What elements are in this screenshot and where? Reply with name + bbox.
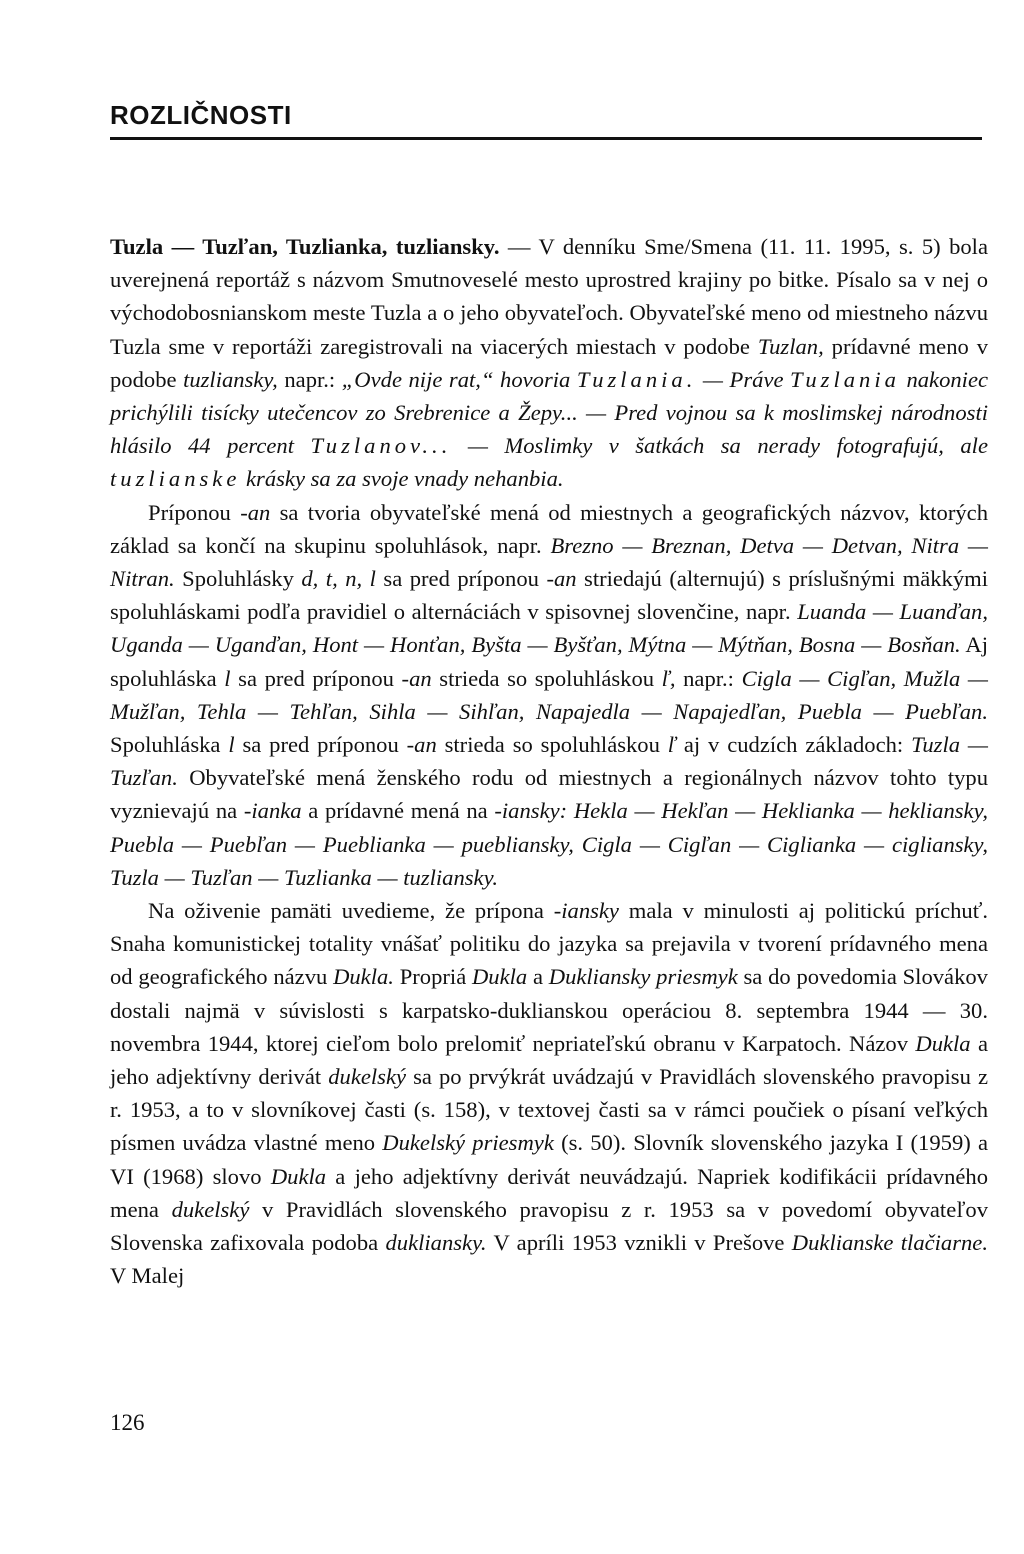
paragraph-tuzla	[110, 230, 988, 496]
text-run: (s. 50). Slovník slovenského jazyka I (1959) a VI (1968) slovo	[110, 1130, 989, 1189]
text-run: Dukla	[471, 964, 528, 990]
text-run: -iansky: Hekla — Hekľan — Heklianka — hekliansky, Puebla — Puebľan — Pueblianka — puebliansky, Cigla — Cigľan — Ciglianka — cigliansky, Tuzla — Tuzľan — Tuzlianka — tuzliansky.	[110, 798, 988, 890]
text-run: -an	[406, 732, 437, 758]
text-run: nakoniec prichýlili tisícky utečencov zo Srebrenice a Žepy... — Pred vojnou sa k moslimskej národnosti hlásilo 44 percent	[110, 366, 988, 459]
text-run: Brezno — Breznan, Detva — Detvan, Nitra — Nitran.	[110, 532, 988, 592]
text-run: -an	[546, 566, 577, 592]
text-run: Tuzlan,	[757, 333, 824, 359]
text-run: sa pred príponou	[230, 665, 402, 691]
text-run: — Práve	[696, 366, 791, 392]
text-run: d, t, n, l	[301, 566, 376, 592]
text-run: dukelský	[171, 1196, 250, 1222]
text-run: — Moslimky v šatkách sa nerady fotografujú, ale	[451, 433, 988, 459]
text-run: sa do povedomia Slovákov dostali najmä v súvislosti s karpatsko-duklianskou operáciou 8. septembra 1944 — 30. novembra 1944, ktorej cieľom bolo prelomiť nepriateľskú obranu v Karpatoch. Názov	[110, 964, 988, 1056]
text-run: prídavné meno v podobe	[110, 333, 988, 392]
text-run: V Malej	[110, 1263, 185, 1289]
text-run: sa pred príponou	[234, 732, 407, 758]
text-run: -an	[401, 665, 432, 691]
text-run: l	[224, 665, 231, 691]
text-run: ľ,	[661, 665, 676, 691]
text-run: krásky sa za svoje vnady nehanbia.	[240, 466, 564, 492]
text-run: -iansky	[553, 898, 619, 924]
text-run: tuzliansky,	[183, 366, 278, 392]
text-run: dukliansky.	[385, 1230, 487, 1256]
text-run: Cigla — Cigľan, Mužla — Mužľan, Tehla — Tehľan, Sihla — Sihľan, Napajedla — Napajedľan, Puebla — Puebľan.	[110, 665, 988, 724]
article-body	[110, 230, 988, 1293]
text-run: Propriá	[393, 964, 472, 990]
text-run: a prídavné mená na	[301, 798, 495, 824]
text-run: napr.:	[675, 665, 742, 691]
text-run: -an	[240, 499, 271, 525]
paragraph-suffix-an	[110, 496, 988, 894]
text-run: — V denníku Sme/Smena (11. 11. 1995, s. 5) bola uverejnená reportáž s názvom Smutnoveselé mesto uprostred krajiny po bitke. Písalo sa v nej o východobosnianskom meste Tuzla a o jeho obyvateľoch. Obyvateľské meno od miestneho názvu Tuzla sme v reportáži zaregistrovali na viacerých miestach v podobe	[110, 234, 988, 359]
text-run: -ianka	[243, 798, 302, 824]
text-run: Dukla.	[333, 964, 394, 990]
text-run: tuzlianske	[110, 466, 241, 492]
text-run: ľ	[667, 732, 677, 758]
text-run: napr.:	[277, 366, 342, 392]
text-run: l	[228, 732, 235, 758]
text-run: Spoluhlásky	[174, 566, 302, 592]
text-run: aj v cudzích základoch:	[676, 732, 912, 758]
text-run: strieda so spoluhláskou	[431, 665, 662, 691]
text-run: Príponou	[148, 499, 241, 525]
text-run: mala v minulosti aj politickú príchuť. Snaha komunistickej totality vnášať politiku do jazyka sa prejavila v tvorení prídavného mena od geografického názvu	[110, 898, 988, 990]
text-run: Luanda — Luanďan, Uganda — Uganďan, Hont — Honťan, Byšta — Byšťan, Mýtna — Mýtňan, Bosna — Bosňan.	[110, 599, 988, 658]
text-run: a jeho adjektívny derivát	[110, 1030, 988, 1090]
text-run: sa pred príponou	[375, 566, 547, 592]
page-number: 126	[110, 1410, 145, 1435]
text-run: v Pravidlách slovenského pravopisu z r. 1953 sa v povedomí obyvateľov Slovenska zafixovala podoba	[110, 1196, 989, 1256]
text-run: striedajú (alternujú) s príslušnými mäkkými spoluhláskami podľa pravidiel o alternáciách v spisovnej slovenčine, napr.	[110, 566, 988, 625]
text-run: Dukla	[915, 1030, 971, 1056]
text-run: a	[527, 964, 549, 990]
text-run: Dukla	[270, 1163, 327, 1189]
paragraph-dukla	[110, 894, 988, 1292]
text-run: Tuzla — Tuzľan, Tuzlianka, tuzliansky.	[110, 234, 500, 259]
text-run: Duklianske tlačiarne.	[791, 1230, 988, 1256]
text-run: Aj spoluhláska	[110, 632, 988, 691]
text-run: Na oživenie pamäti uvedieme, že prípona	[148, 898, 554, 924]
text-run: Dukelský priesmyk	[382, 1130, 554, 1156]
text-run: sa po prvýkrát uvádzajú v Pravidlách slovenského pravopisu z r. 1953, a to v slovníkovej časti (s. 158), v textovej časti sa v rámci poučiek o písaní veľkých písmen uvádza vlastné meno	[110, 1064, 989, 1156]
text-run: Tuzlania	[790, 366, 900, 392]
text-run: Spoluhláska	[110, 732, 229, 758]
text-run: sa tvoria obyvateľské mená od miestnych a geografických názvov, ktorých základ sa končí na skupinu spoluhlások, napr.	[110, 499, 989, 558]
text-run: Obyvateľské mená ženského rodu od miestnych a regionálnych názvov tohto typu vyznievajú na	[110, 765, 988, 824]
text-run: strieda so spoluhláskou	[436, 732, 668, 758]
section-header: ROZLIČNOSTI	[110, 100, 982, 140]
text-run: Tuzlanov...	[310, 433, 452, 459]
text-run: Tuzlania.	[576, 366, 697, 392]
text-run: Dukliansky priesmyk	[548, 964, 738, 990]
text-run: Tuzla — Tuzľan.	[110, 732, 988, 791]
text-run: „Ovde nije rat,“ hovoria	[341, 366, 577, 392]
text-run: a jeho adjektívny derivát neuvádzajú. Napriek kodifikácii prídavného mena	[110, 1163, 988, 1222]
text-run: dukelský	[328, 1064, 407, 1090]
text-run: V apríli 1953 vznikli v Prešove	[486, 1230, 792, 1256]
